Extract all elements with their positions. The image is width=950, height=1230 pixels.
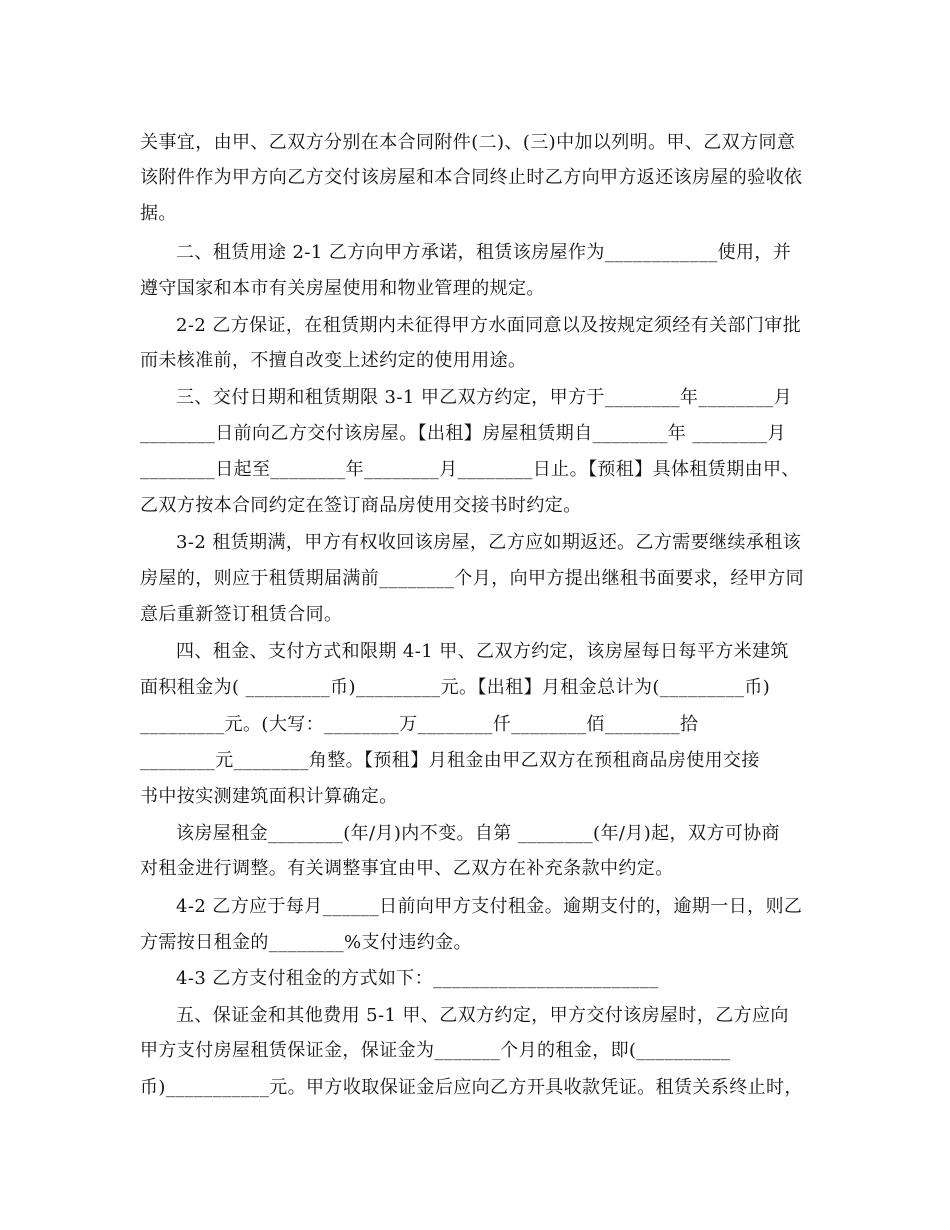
text-line: ________元________角整。【预租】月租金由甲乙双方在预租商品房使用交接 (140, 750, 760, 771)
text-line: 4-2 乙方应于每月______日前向甲方支付租金。逾期支付的，逾期一日，则乙 (176, 896, 803, 917)
text-line: 4-3 乙方支付租金的方式如下：________________________ (176, 968, 659, 989)
text-line: 四、租金、支付方式和限期 4-1 甲、乙双方约定，该房屋每日每平方米建筑 (176, 641, 789, 662)
text-line: 三、交付日期和租赁期限 3-1 甲乙双方约定，甲方于________年________月 (176, 387, 793, 408)
text-line: 2-2 乙方保证，在租赁期内未征得甲方水面同意以及按规定须经有关部门审批 (176, 315, 802, 336)
text-line: 意后重新签订租赁合同。 (140, 604, 343, 625)
text-line: 书中按实测建筑面积计算确定。 (140, 786, 398, 807)
text-line: 关事宜，由甲、乙双方分别在本合同附件(二)、(三)中加以列明。甲、乙双方同意 (140, 132, 796, 153)
text-line: 该房屋租金________(年/月)内不变。自第 ________(年/月)起，双方可协商 (176, 823, 780, 844)
text-line: 对租金进行调整。有关调整事宜由甲、乙双方在补充条款中约定。 (140, 858, 674, 879)
text-line: 该附件作为甲方向乙方交付该房屋和本合同终止时乙方向甲方返还该房屋的验收依 (140, 167, 803, 188)
text-line: 房屋的，则应于租赁期届满前________个月，向甲方提出继租书面要求，经甲方同 (140, 568, 804, 589)
text-line: 二、租赁用途 2-1 乙方向甲方承诺，租赁该房屋作为____________使用，并 (176, 242, 792, 263)
text-line: 甲方支付房屋租赁保证金，保证金为_______个月的租金，即(__________ (140, 1040, 731, 1061)
text-line: 五、保证金和其他费用 5-1 甲、乙双方约定，甲方交付该房屋时，乙方应向 (176, 1005, 789, 1026)
text-line: 方需按日租金的________%支付违约金。 (140, 932, 472, 953)
text-line: _________元。(大写：________万________仟________佰________拾 (140, 714, 699, 735)
text-line: 乙双方按本合同约定在签订商品房使用交接书时约定。 (140, 495, 582, 516)
text-line: 面积租金为( _________币)_________元。【出租】月租金总计为(_________币) (140, 677, 771, 698)
text-line: 遵守国家和本市有关房屋使用和物业管理的规定。 (140, 278, 545, 299)
text-line: 3-2 租赁期满，甲方有权收回该房屋，乙方应如期返还。乙方需要继续承租该 (176, 532, 802, 553)
text-line: ________日起至________年________月________日止。【预租】具体租赁期由甲、 (140, 459, 800, 480)
text-line: 币)___________元。甲方收取保证金后应向乙方开具收款凭证。租赁关系终止时， (140, 1077, 803, 1098)
text-line: 据。 (140, 203, 177, 224)
text-line: 而未核准前，不擅自改变上述约定的使用用途。 (140, 350, 527, 371)
text-line: ________日前向乙方交付该房屋。【出租】房屋租赁期自________年 ________月 (140, 423, 786, 444)
